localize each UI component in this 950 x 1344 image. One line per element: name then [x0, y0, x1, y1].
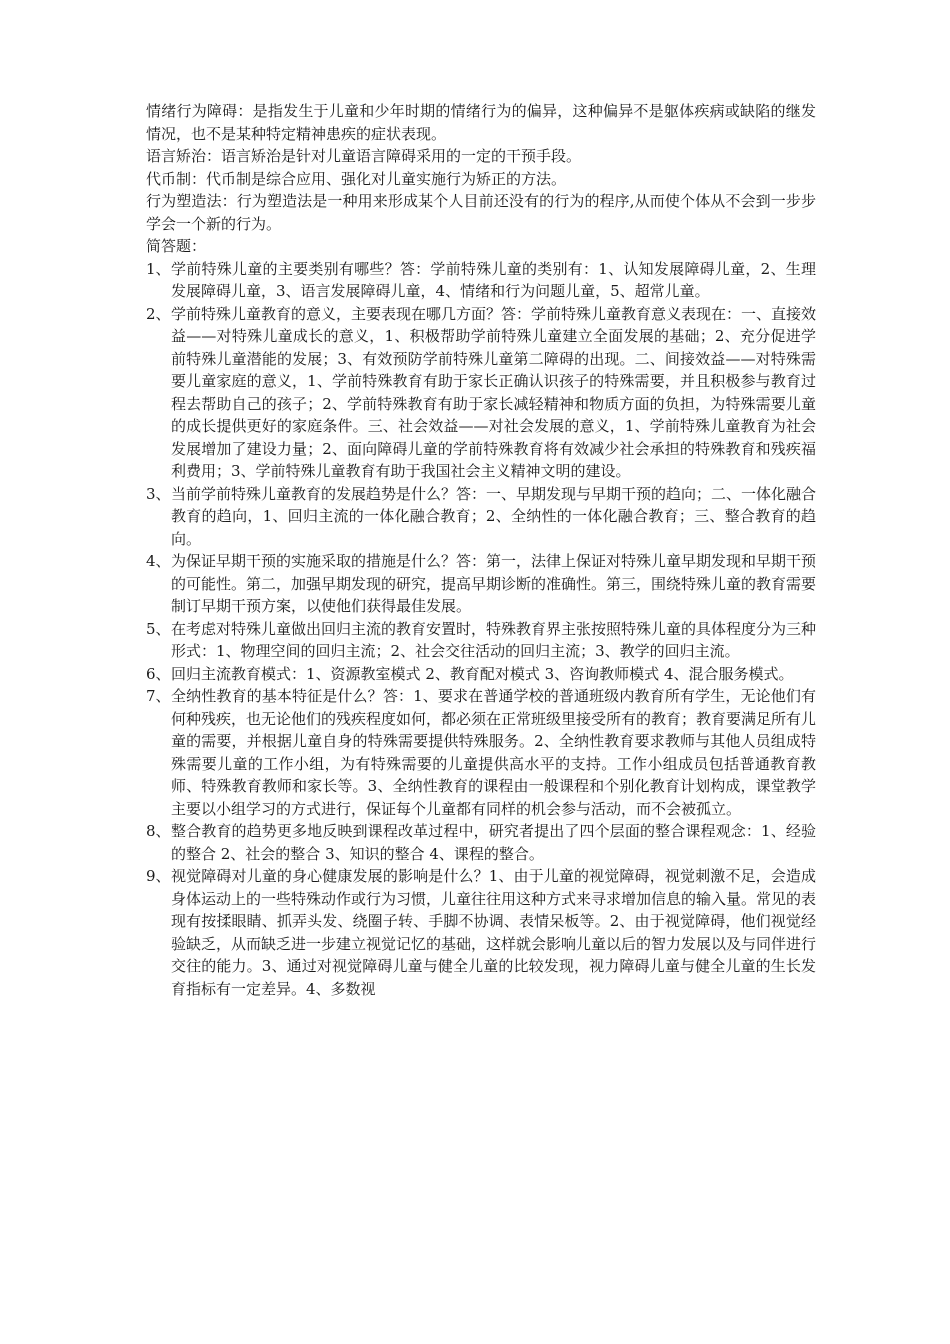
definition-token-economy: 代币制：代币制是综合应用、强化对儿童实施行为矫正的方法。	[146, 169, 567, 188]
item-number: 3、	[146, 484, 171, 503]
list-item	[146, 685, 816, 820]
item-number: 2、	[146, 304, 171, 323]
item-number: 4、	[146, 552, 171, 570]
item-number: 9、	[146, 867, 171, 885]
item-text: 视觉障碍对儿童的身心健康发展的影响是什么？1、由于儿童的视觉障碍，视觉刺激不足，会造成身体运动上的一些特殊动作或行为习惯，儿童往往用这种方式来寻求增加信息的输入量。常见的表现有按揉眼睛、抓弄头发、绕圈子转、手脚不协调、表情呆板等。2、由于视觉障碍，他们视觉经验缺乏，从而缺乏进一步建立视觉记忆的基础，这样就会影响儿童以后的智力发展以及与同伴进行交往的能力。3、通过对视觉障碍儿童与健全儿童的比较发现，视力障碍儿童与健全儿童的生长发育指标有一定差异。4、多数视	[171, 867, 817, 998]
item-number: 6、	[146, 664, 171, 683]
section-title: 简答题：	[146, 237, 207, 255]
list-item	[146, 483, 816, 551]
item-text: 学前特殊儿童教育的意义，主要表现在哪几方面？答：学前特殊儿童教育意义表现在：一、直接效益——对特殊儿童成长的意义，1、积极帮助学前特殊儿童建立全面发展的基础；2、充分促进学前特殊儿童潜能的发展；3、有效预防学前特殊儿童第二障碍的出现。二、间接效益——对特殊需要儿童家庭的意义，1、学前特殊教育有助于家长正确认识孩子的特殊需要，并且积极参与教育过程去帮助自己的孩子；2、学前特殊教育有助于家长减轻精神和物质方面的负担，为特殊需要儿童的成长提供更好的家庭条件。三、社会效益——对社会发展的意义，1、学前特殊儿童教育为社会发展增加了建设力量；2、面向障碍儿童的学前特殊教育将有效减少社会承担的特殊教育和残疾福利费用；3、学前特殊儿童教育有助于我国社会主义精神文明的建设。	[171, 304, 817, 480]
definition-behavior-shaping: 行为塑造法：行为塑造法是一种用来形成某个人目前还没有的行为的程序,从而使个体从不会到一步步学会一个新的行为。	[146, 192, 816, 233]
item-text: 整合教育的趋势更多地反映到课程改革过程中，研究者提出了四个层面的整合课程观念：1、经验的整合 2、社会的整合 3、知识的整合 4、课程的整合。	[171, 822, 816, 863]
list-item	[146, 663, 816, 686]
list-item	[146, 550, 816, 618]
list-item	[146, 618, 816, 663]
item-text: 为保证早期干预的实施采取的措施是什么？答：第一，法律上保证对特殊儿童早期发现和早期干预的可能性。第二，加强早期发现的研究，提高早期诊断的准确性。第三，围绕特殊儿童的教育需要制订早期干预方案，以使他们获得最佳发展。	[171, 552, 817, 615]
definition-speech-correction: 语言矫治：语言矫治是针对儿童语言障碍采用的一定的干预手段。	[146, 147, 582, 165]
item-number: 7、	[146, 687, 171, 705]
definition-emotional-behavior-disorder: 情绪行为障碍：是指发生于儿童和少年时期的情绪行为的偏异，这种偏异不是躯体疾病或缺陷的继发情况，也不是某种特定精神患疾的症状表现。	[146, 102, 816, 143]
item-number: 8、	[146, 822, 171, 840]
item-text: 学前特殊儿童的主要类别有哪些？答：学前特殊儿童的类别有：1、认知发展障碍儿童，2、生理发展障碍儿童，3、语言发展障碍儿童，4、情绪和行为问题儿童，5、超常儿童。	[171, 259, 816, 300]
document-body	[146, 100, 816, 1000]
item-text: 在考虑对特殊儿童做出回归主流的教育安置时，特殊教育界主张按照特殊儿童的具体程度分为三种形式：1、物理空间的回归主流；2、社会交往活动的回归主流；3、教学的回归主流。	[171, 619, 817, 660]
item-text: 回归主流教育模式：1、资源教室模式 2、教育配对模式 3、咨询教师模式 4、混合服务模式。	[171, 664, 794, 683]
list-item	[146, 258, 816, 303]
item-number: 5、	[146, 619, 171, 638]
list-item	[146, 820, 816, 865]
question-list	[146, 258, 816, 1001]
item-text: 全纳性教育的基本特征是什么？答：1、要求在普通学校的普通班级内教育所有学生，无论他们有何种残疾，也无论他们的残疾程度如何，都必须在正常班级里接受所有的教育；教育要满足所有儿童的需要，并根据儿童自身的特殊需要提供特殊服务。2、全纳性教育要求教师与其他人员组成特殊需要儿童的工作小组，为有特殊需要的儿童提供高水平的支持。工作小组成员包括普通教育教师、特殊教育教师和家长等。3、全纳性教育的课程由一般课程和个别化教育计划构成，课堂教学主要以小组学习的方式进行，保证每个儿童都有同样的机会参与活动，而不会被孤立。	[171, 687, 817, 818]
item-text: 当前学前特殊儿童教育的发展趋势是什么？答：一、早期发现与早期干预的趋向；二、一体化融合教育的趋向，1、回归主流的一体化融合教育；2、全纳性的一体化融合教育；三、整合教育的趋向。	[171, 484, 817, 548]
item-number: 1、	[146, 259, 171, 278]
list-item	[146, 865, 816, 1000]
list-item	[146, 303, 816, 483]
